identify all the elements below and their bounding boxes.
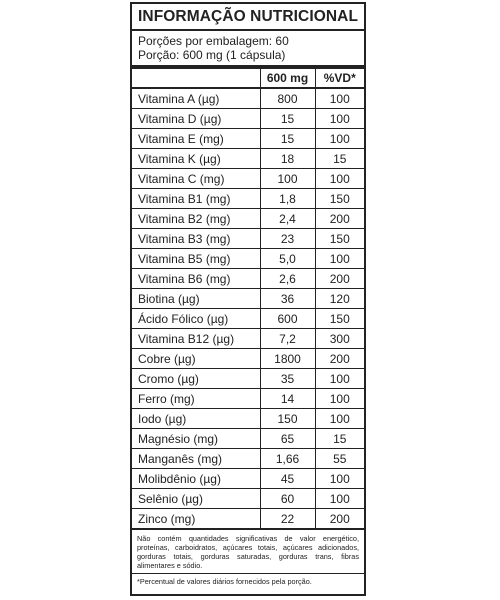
nutrient-name: Vitamina B6 (mg) xyxy=(132,269,260,289)
nutrient-vd: 150 xyxy=(315,189,364,209)
footnote-vd: *Percentual de valores diários fornecidos pela porção. xyxy=(137,577,312,586)
table-row xyxy=(132,269,364,289)
nutrient-name: Vitamina E (mg) xyxy=(132,129,260,149)
nutrient-vd: 100 xyxy=(315,249,364,269)
nutrient-amount: 100 xyxy=(260,169,315,189)
nutrient-amount: 150 xyxy=(260,409,315,429)
nutrient-amount: 22 xyxy=(260,509,315,530)
nutrient-name: Selênio (µg) xyxy=(132,489,260,509)
nutrient-name: Zinco (mg) xyxy=(132,509,260,530)
nutrient-vd: 100 xyxy=(315,109,364,129)
header-nutrient xyxy=(132,69,260,88)
nutrient-name: Vitamina B2 (mg) xyxy=(132,209,260,229)
table-row xyxy=(132,109,364,129)
table-row xyxy=(132,429,364,449)
table-row xyxy=(132,209,364,229)
table-row xyxy=(132,409,364,429)
nutrient-vd: 200 xyxy=(315,269,364,289)
nutrient-name: Biotina (µg) xyxy=(132,289,260,309)
table-row xyxy=(132,169,364,189)
nutrient-vd: 150 xyxy=(315,229,364,249)
nutrient-name: Vitamina B12 (µg) xyxy=(132,329,260,349)
table-row xyxy=(132,88,364,109)
table-row xyxy=(132,129,364,149)
nutrient-vd: 100 xyxy=(315,369,364,389)
table-row xyxy=(132,489,364,509)
servings-per-package: Porções por embalagem: 60 xyxy=(138,34,289,48)
nutrient-amount: 7,2 xyxy=(260,329,315,349)
nutrient-name: Vitamina D (µg) xyxy=(132,109,260,129)
nutrient-vd: 100 xyxy=(315,88,364,109)
nutrient-name: Vitamina A (µg) xyxy=(132,88,260,109)
nutrient-vd: 100 xyxy=(315,389,364,409)
table-row xyxy=(132,509,364,530)
nutrient-vd: 15 xyxy=(315,149,364,169)
nutrient-name: Ferro (mg) xyxy=(132,389,260,409)
nutrient-vd: 200 xyxy=(315,509,364,530)
nutrient-amount: 1,8 xyxy=(260,189,315,209)
nutrient-name: Cobre (µg) xyxy=(132,349,260,369)
nutrient-amount: 2,6 xyxy=(260,269,315,289)
nutrient-amount: 1800 xyxy=(260,349,315,369)
table-row xyxy=(132,369,364,389)
nutrient-vd: 55 xyxy=(315,449,364,469)
table-row xyxy=(132,229,364,249)
nutrient-name: Iodo (µg) xyxy=(132,409,260,429)
nutrient-amount: 600 xyxy=(260,309,315,329)
nutrient-amount: 2,4 xyxy=(260,209,315,229)
nutrient-vd: 200 xyxy=(315,209,364,229)
header-amount: 600 mg xyxy=(260,69,315,88)
nutrient-amount: 60 xyxy=(260,489,315,509)
table-row xyxy=(132,309,364,329)
table-row xyxy=(132,289,364,309)
nutrient-name: Vitamina B5 (mg) xyxy=(132,249,260,269)
nutrient-name: Magnésio (mg) xyxy=(132,429,260,449)
nutrient-name: Vitamina K (µg) xyxy=(132,149,260,169)
label-title: INFORMAÇÃO NUTRICIONAL xyxy=(132,4,364,31)
nutrient-amount: 5,0 xyxy=(260,249,315,269)
nutrient-vd: 200 xyxy=(315,349,364,369)
portion-size: Porção: 600 mg (1 cápsula) xyxy=(138,48,286,62)
nutrient-amount: 35 xyxy=(260,369,315,389)
nutrient-vd: 100 xyxy=(315,169,364,189)
nutrient-table xyxy=(132,69,364,530)
nutrient-vd: 15 xyxy=(315,429,364,449)
nutrient-vd: 100 xyxy=(315,409,364,429)
nutrient-name: Vitamina B3 (mg) xyxy=(132,229,260,249)
header-vd: %VD* xyxy=(315,69,364,88)
nutrient-vd: 100 xyxy=(315,129,364,149)
footnote-insignificant: Não contém quantidades significativas de valor energético, proteínas, carboidratos, açúcares totais, açúcares adicionados, gorduras totais, gorduras saturadas, gorduras trans, fibras alimentares e sódio. xyxy=(132,530,364,574)
nutrient-vd: 120 xyxy=(315,289,364,309)
table-row xyxy=(132,449,364,469)
nutrient-amount: 14 xyxy=(260,389,315,409)
nutrient-vd: 300 xyxy=(315,329,364,349)
nutrient-amount: 65 xyxy=(260,429,315,449)
table-row xyxy=(132,469,364,489)
serving-info xyxy=(132,31,364,69)
nutrient-amount: 1,66 xyxy=(260,449,315,469)
table-row xyxy=(132,249,364,269)
nutrient-amount: 15 xyxy=(260,109,315,129)
table-row xyxy=(132,389,364,409)
nutrient-amount: 800 xyxy=(260,88,315,109)
nutrient-amount: 36 xyxy=(260,289,315,309)
nutrient-name: Vitamina C (mg) xyxy=(132,169,260,189)
table-row xyxy=(132,349,364,369)
table-row xyxy=(132,329,364,349)
nutrient-name: Manganês (mg) xyxy=(132,449,260,469)
nutrient-amount: 23 xyxy=(260,229,315,249)
nutrient-name: Molibdênio (µg) xyxy=(132,469,260,489)
table-header-row xyxy=(132,69,364,88)
nutrient-name: Ácido Fólico (µg) xyxy=(132,309,260,329)
nutrient-amount: 15 xyxy=(260,129,315,149)
table-row xyxy=(132,149,364,169)
nutrition-label xyxy=(130,2,366,596)
nutrient-vd: 150 xyxy=(315,309,364,329)
nutrient-amount: 45 xyxy=(260,469,315,489)
nutrient-name: Vitamina B1 (mg) xyxy=(132,189,260,209)
nutrient-name: Cromo (µg) xyxy=(132,369,260,389)
nutrient-vd: 100 xyxy=(315,469,364,489)
nutrient-vd: 100 xyxy=(315,489,364,509)
table-row xyxy=(132,189,364,209)
nutrient-amount: 18 xyxy=(260,149,315,169)
